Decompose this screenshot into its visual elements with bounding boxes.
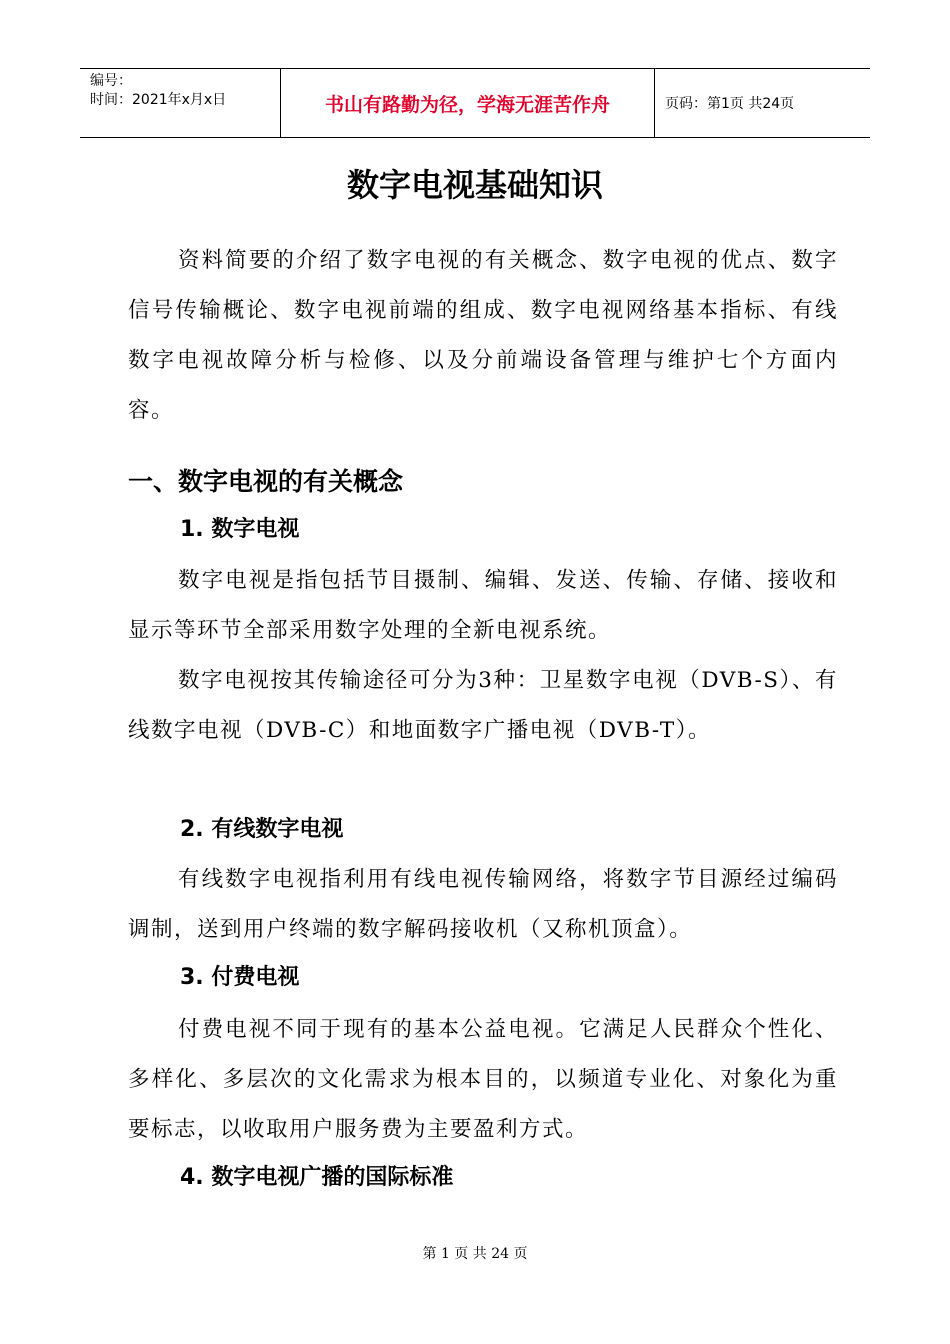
header-page-info: 页码：第1页 共24页 — [665, 96, 795, 112]
paragraph-digital-tv-types: 数字电视按其传输途径可分为3种：卫星数字电视（DVB-S）、有线数字电视（DVB-C）和地面数字广播电视（DVB-T）。 — [128, 668, 838, 743]
paragraph-cable-digital-tv: 有线数字电视指利用有线电视传输网络，将数字节目源经过编码调制，送到用户终端的数字解码接收机（又称机顶盒）。 — [128, 867, 838, 942]
document-title: 数字电视基础知识 — [346, 166, 603, 204]
subsection-heading-1: 1. 数字电视 — [180, 517, 300, 542]
section-heading-1: 一、数字电视的有关概念 — [128, 467, 404, 496]
doc-number-label: 编号： — [90, 73, 132, 89]
header-meta — [80, 69, 280, 137]
doc-date-label: 时间：2021年x月x日 — [90, 92, 227, 108]
paragraph-pay-tv: 付费电视不同于现有的基本公益电视。它满足人民群众个性化、多样化、多层次的文化需求为根本目的，以频道专业化、对象化为重要标志，以收取用户服务费为主要盈利方式。 — [128, 1017, 838, 1142]
paragraph-digital-tv-definition: 数字电视是指包括节目摄制、编辑、发送、传输、存储、接收和显示等环节全部采用数字处理的全新电视系统。 — [128, 568, 838, 643]
page-header — [80, 68, 870, 138]
subsection-heading-3: 3. 付费电视 — [180, 965, 300, 990]
page-footer: 第 1 页 共 24 页 — [422, 1246, 528, 1262]
header-motto: 书山有路勤为径，学海无涯苦作舟 — [280, 69, 655, 137]
subsection-heading-2: 2. 有线数字电视 — [180, 817, 344, 842]
subsection-heading-4: 4. 数字电视广播的国际标准 — [180, 1165, 454, 1190]
intro-paragraph: 资料简要的介绍了数字电视的有关概念、数字电视的优点、数字信号传输概论、数字电视前端的组成、数字电视网络基本指标、有线数字电视故障分析与检修、以及分前端设备管理与维护七个方面内容。 — [128, 248, 838, 423]
